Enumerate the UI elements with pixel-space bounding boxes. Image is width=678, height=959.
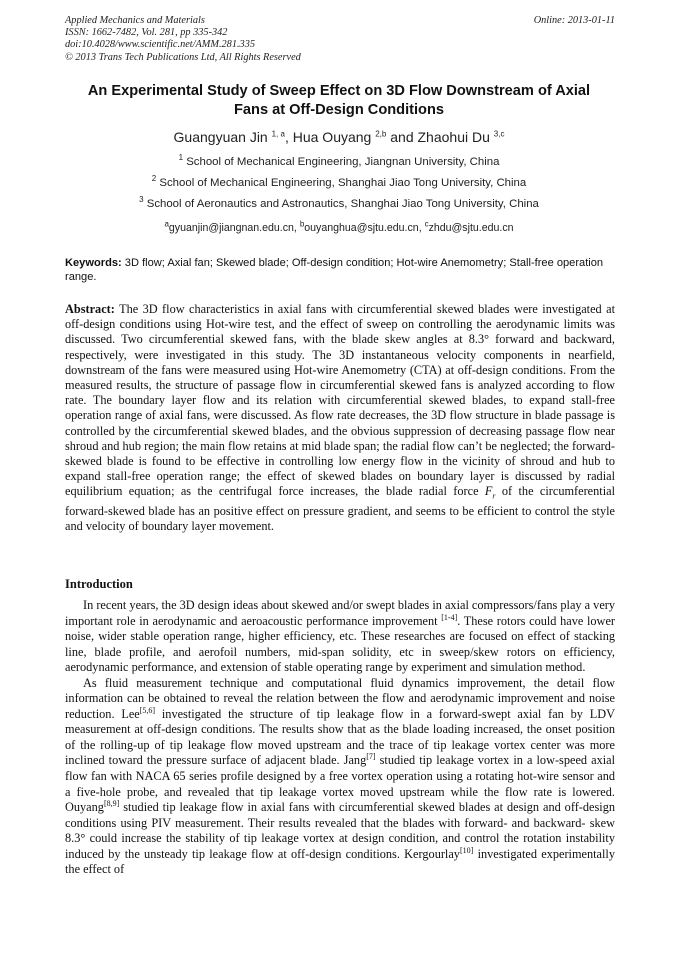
copyright-line: © 2013 Trans Tech Publications Ltd, All Rights Reserved (65, 51, 301, 63)
introduction-heading: Introduction (65, 577, 133, 591)
author-affiliation-mark: 3,c (493, 129, 505, 139)
author-name: Guangyuan Jin (173, 129, 268, 145)
abstract-text-end: of the circumferential forward-skewed blade has an positive effect on pressure gradient, and seems to be efficient to control the style and velocity of boundary layer movement. (65, 484, 615, 534)
doi-line: doi:10.4028/www.scientific.net/AMM.281.335 (65, 39, 255, 51)
citation: [8,9] (103, 799, 120, 809)
author-name: Zhaohui Du (417, 129, 490, 145)
email-separator: , (418, 222, 425, 234)
journal-name: Applied Mechanics and Materials (65, 15, 205, 26)
author-list (50, 129, 628, 145)
radial-force-subscript: r (492, 491, 496, 501)
introduction-body (65, 598, 615, 878)
paragraph-text: . These rotors could have lower noise, wider stable operation range, higher efficiency, etc. These researches are focused on effect of stacking line, blade profile, and aerofoil numbers, mid-span solidity, etc in sweep/skew rotors on efficiency, aerodynamic performance, and extension of stable operating range by experiment and simulation method. (65, 613, 615, 675)
online-date: Online: 2013-01-11 (533, 15, 615, 26)
paragraph-text: investigated experimentally the effect of (65, 846, 615, 877)
author-separator: , (284, 129, 293, 145)
email-mark: c (424, 219, 429, 229)
affiliation-1 (50, 153, 628, 168)
affiliation-number: 3 (139, 195, 144, 205)
abstract-block (65, 302, 615, 535)
abstract-label: Abstract: (65, 302, 115, 316)
affiliation-3 (50, 195, 628, 210)
citation: [7] (366, 752, 376, 762)
email-address: gyuanjin@jiangnan.edu.cn (168, 222, 294, 234)
email-address: ouyanghua@sjtu.edu.cn (304, 222, 419, 234)
author-name: Hua Ouyang (292, 129, 372, 145)
citation: [1-4] (441, 612, 458, 622)
intro-paragraph-2 (65, 676, 615, 878)
author-affiliation-mark: 1, a (271, 129, 285, 139)
affiliation-number: 1 (178, 153, 184, 163)
paragraph-text: studied tip leakage vortex in a low-speed axial flow fan with NACA 65 series profile designed by a free vortex operation using a rotating hot-wire sensor and a five-hole probe, and revealed that tip leakage vortex moved upstream while the flow rate is lowered. Ouyang (65, 753, 616, 815)
paper-title (50, 82, 628, 120)
affiliation-text: School of Aeronautics and Astronautics, Shanghai Jiao Tong University, China (146, 198, 539, 210)
paragraph-text: In recent years, the 3D design ideas about skewed and/or swept blades in axial compressors/fans play a very important role in aerodynamic and aeroacoustic performance improvement (65, 598, 616, 628)
paragraph-text: studied tip leakage flow in axial fans with circumferential skewed blades at design and off-design conditions using PIV measurement. Their results revealed that the blades with forward- and backward- skew 8.3° could increase the stability of tip leakage vortex at design condition, and control the rotation instability induced by the unsteady tip leakage flow at off-design conditions. Kergourlay (65, 800, 615, 861)
affiliation-text: School of Mechanical Engineering, Shanghai Jiao Tong University, China (159, 177, 527, 189)
author-affiliation-mark: 2,b (375, 129, 387, 139)
affiliation-text: School of Mechanical Engineering, Jiangnan University, China (186, 156, 500, 168)
paragraph-text: As fluid measurement technique and computational fluid dynamics improvement, the detail flow information can be obtained to reveal the relation between the flow and aerodynamic improvement and noise reduction. Lee (65, 675, 615, 721)
keywords-label: Keywords: (65, 257, 122, 269)
keywords-block (65, 256, 615, 284)
paragraph-text: investigated the structure of tip leakage flow in a forward-swept axial fan by LDV measurement at off-design conditions. The results show that as the blade loading increased, the onset position of the rolling-up of tip leakage flow moved upstream and the trace of tip leakage vortex center was more inclined toward the pressure surface of adjacent blade. Jang (65, 706, 615, 768)
issn-line: ISSN: 1662-7482, Vol. 281, pp 335-342 (65, 27, 228, 39)
title-line-2: Fans at Off-Design Conditions (234, 102, 444, 118)
title-line-1: An Experimental Study of Sweep Effect on 3D Flow Downstream of Axial (87, 83, 591, 99)
affiliation-number: 2 (151, 174, 157, 184)
citation: [5,6] (139, 705, 156, 715)
radial-force-symbol: F (484, 484, 493, 499)
email-mark: b (299, 219, 305, 229)
email-address: zhdu@sjtu.edu.cn (428, 222, 514, 234)
email-separator: , (293, 222, 300, 234)
author-separator: and (386, 129, 418, 145)
intro-paragraph-1 (65, 598, 615, 676)
keywords-text: 3D flow; Axial fan; Skewed blade; Off-design condition; Hot-wire Anemometry; Stall-free operation range. (65, 257, 604, 283)
email-mark: a (164, 219, 169, 229)
affiliation-2 (50, 174, 628, 189)
abstract-text: The 3D flow characteristics in axial fans with circumferential skewed blades were investigated at off-design conditions using Hot-wire test, and the effect of sweep on controlling the aerodynamic limits was discussed. Two circumferential skewed fans, with the blade skew angles at 8.3° forward and backward, respectively, were investigated in this study. The 3D instantaneous velocity components in nearfield, downstream of the fans were measured using Hot-wire Anemometry (CTA) at off-design conditions. From the measured results, the structure of passage flow in circumferential skewed fans is analyzed according to flow rate. The boundary layer flow and its relation with circumferential skewed blades, to expand stall-free operation range of axial fans, were discussed. As flow rate decreases, the 3D flow structure in blade passage is controlled by the circumferential skewed blades, and the obvious suppression of decreasing passage flow near shroud and hub region; the main flow retains at mid blade span; the radial flow can’t be neglected; the forward-skewed blade is found to be effective in controlling low energy flow in the vicinity of shroud and hub to expand stall-free operation range; the effect of skewed blades on boundary layer is discussed by radial equilibrium equation; as the centrifugal force increases, the blade radial force (65, 302, 615, 499)
running-header (65, 15, 615, 64)
email-list (50, 219, 628, 234)
citation: [10] (459, 845, 474, 855)
